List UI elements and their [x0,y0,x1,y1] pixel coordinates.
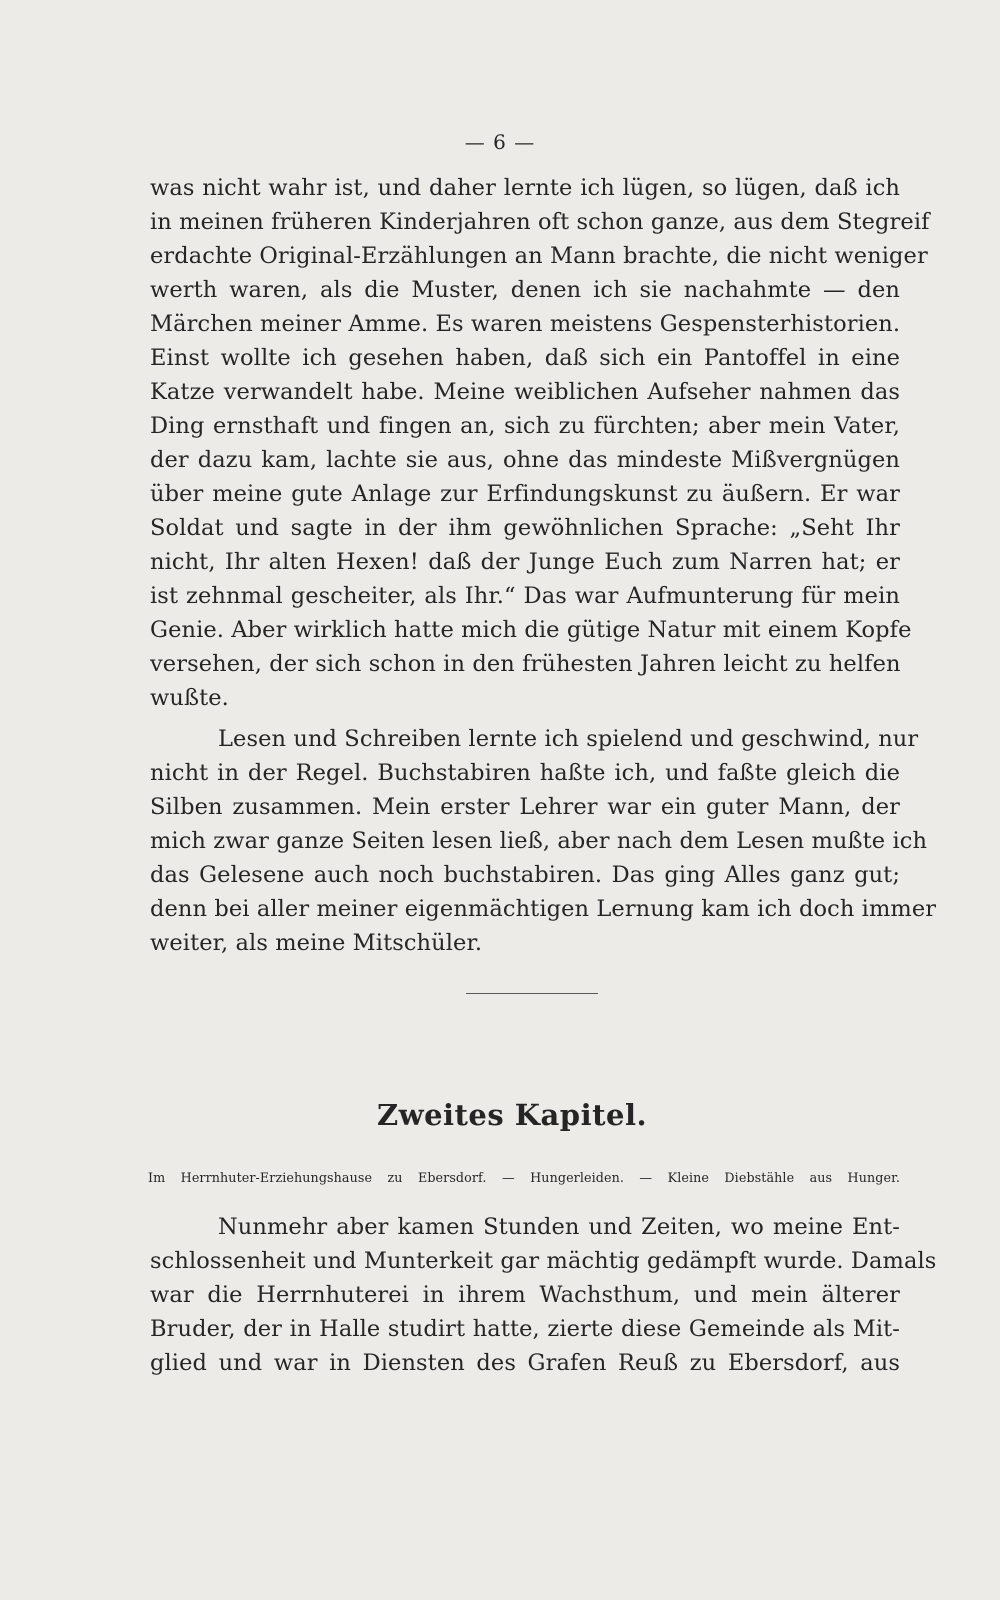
text-line: mich zwar ganze Seiten lesen ließ, aber nach dem Lesen mußte ich [150,828,928,854]
text-line: Lesen und Schreiben lernte ich spielend und geschwind, nur [218,726,919,752]
text-line: nicht in der Regel. Buchstabiren haßte ich, und faßte gleich die [150,760,900,786]
chapter-title: Zweites Kapitel. [376,1098,648,1132]
page-number: — 6 — [464,130,536,154]
text-line: Silben zusammen. Mein erster Lehrer war ein guter Mann, der [150,794,900,820]
text-line: werth waren, als die Muster, denen ich sie nachahmte — den [150,277,900,303]
text-line: wußte. [150,685,229,711]
text-line: ist zehnmal gescheiter, als Ihr.“ Das war Aufmunterung für mein [150,583,900,609]
text-line: versehen, der sich schon in den frühesten Jahren leicht zu helfen [150,651,901,677]
text-line: erdachte Original-Erzählungen an Mann brachte, die nicht weniger [150,243,928,269]
text-line: Ding ernsthaft und fingen an, sich zu fürchten; aber mein Vater, [150,413,900,439]
text-line: in meinen früheren Kinderjahren oft schon ganze, aus dem Stegreif [150,209,930,235]
text-line: über meine gute Anlage zur Erfindungskunst zu äußern. Er war [150,481,900,507]
text-line: Genie. Aber wirklich hatte mich die gütige Natur mit einem Kopfe [150,617,912,643]
text-line: glied und war in Diensten des Grafen Reuß zu Ebersdorf, aus [150,1350,900,1376]
text-line: das Gelesene auch noch buchstabiren. Das ging Alles ganz gut; [150,862,900,888]
text-line: Märchen meiner Amme. Es waren meistens Gespensterhistorien. [150,311,901,337]
text-line: Soldat und sagte in der ihm gewöhnlichen Sprache: „Seht Ihr [150,515,900,541]
text-line: was nicht wahr ist, und daher lernte ich lügen, so lügen, daß ich [150,175,900,201]
text-line: Einst wollte ich gesehen haben, daß sich ein Pantoffel in eine [150,345,900,371]
text-line: denn bei aller meiner eigenmächtigen Lernung kam ich doch immer [150,896,937,922]
text-line: der dazu kam, lachte sie aus, ohne das mindeste Mißvergnügen [150,447,900,473]
chapter-summary: Im Herrnhuter-Erziehungshause zu Ebersdorf. — Hungerleiden. — Kleine Diebstähle aus Hunger. [148,1170,900,1185]
text-line: war die Herrnhuterei in ihrem Wachsthum, und mein älterer [150,1282,900,1308]
text-line: nicht, Ihr alten Hexen! daß der Junge Euch zum Narren hat; er [150,549,900,575]
text-line: Katze verwandelt habe. Meine weiblichen Aufseher nahmen das [150,379,900,405]
text-line: schlossenheit und Munterkeit gar mächtig gedämpft wurde. Damals [150,1248,937,1274]
section-divider [466,993,598,994]
text-line: Nunmehr aber kamen Stunden und Zeiten, wo meine Ent- [218,1214,900,1240]
text-line: Bruder, der in Halle studirt hatte, zierte diese Gemeinde als Mit- [150,1316,900,1342]
text-line: weiter, als meine Mitschüler. [150,930,483,956]
